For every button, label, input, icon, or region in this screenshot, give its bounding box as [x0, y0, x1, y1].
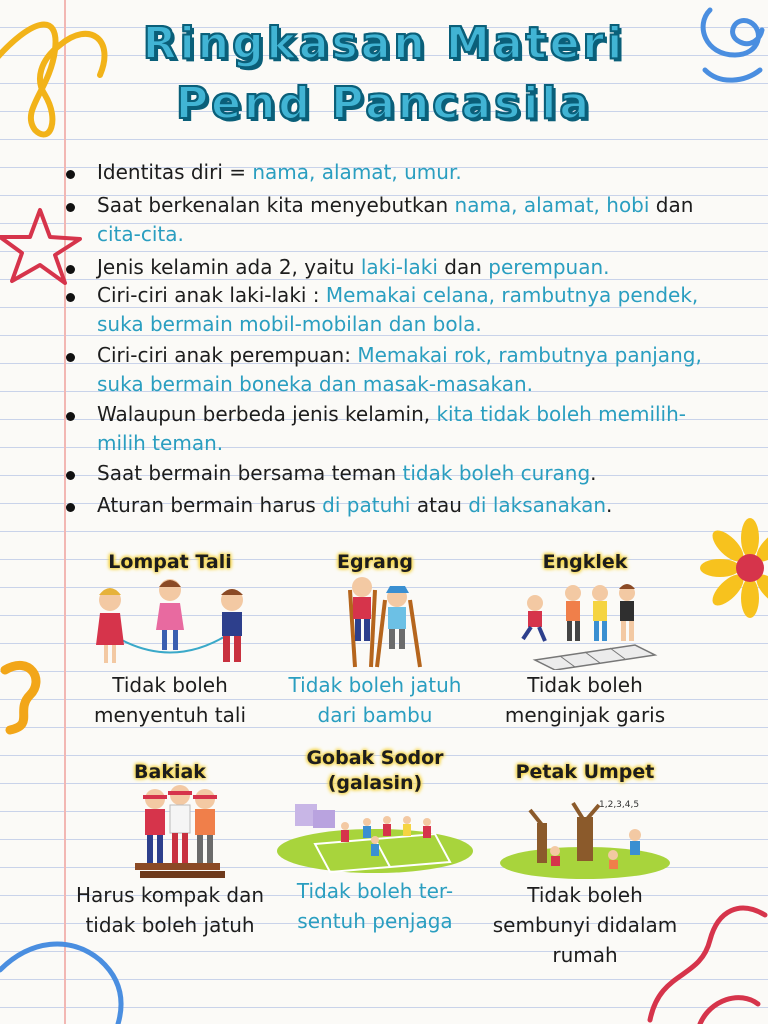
- hide-and-seek-illustration: [495, 785, 675, 880]
- bullet-item: Saat bermain bersama teman tidak boleh curang.: [66, 459, 706, 488]
- game-rule: Harus kompak dan tidak boleh jatuh: [75, 883, 265, 937]
- bullet-dot: [66, 471, 75, 480]
- bullet-item: Ciri-ciri anak laki-laki : Memakai celana, rambutnya pendek, suka bermain mobil-mobilan dan bola.: [66, 281, 706, 339]
- bakiak-kids-illustration: [80, 785, 260, 880]
- jump-rope-kids-illustration: [80, 575, 260, 670]
- page-title-line-1: Ringkasan Materi: [142, 18, 626, 69]
- game-title: Egrang: [337, 551, 413, 573]
- game-title: Gobak Sodor (galasin): [306, 747, 444, 794]
- game-title: Engklek: [542, 551, 628, 573]
- bullet-item: Jenis kelamin ada 2, yaitu laki-laki dan perempuan.: [66, 253, 706, 282]
- game-card-gobak-sodor: [273, 746, 477, 936]
- game-card-bakiak: [70, 760, 270, 940]
- bullet-item: Saat berkenalan kita menyebutkan nama, alamat, hobi dan cita-cita.: [66, 191, 706, 249]
- bullet-dot: [66, 203, 75, 212]
- bullet-dot: [66, 170, 75, 179]
- game-card-egrang: [275, 550, 475, 730]
- orange-swirl-decoration: [0, 650, 50, 735]
- game-title: Lompat Tali: [108, 551, 232, 573]
- bullet-dot: [66, 412, 75, 421]
- gobak-sodor-field-illustration: [275, 796, 475, 876]
- bullet-dot: [66, 503, 75, 512]
- game-rule: Tidak boleh sembunyi didalam rumah: [492, 883, 678, 967]
- blue-wave-decoration: [0, 930, 130, 1024]
- counting-label: 1,2,3,4,5: [599, 800, 640, 810]
- game-rule: Tidak boleh jatuh dari bambu: [288, 673, 462, 727]
- bullet-dot: [66, 265, 75, 274]
- game-card-lompat-tali: [70, 550, 270, 730]
- page-title-line-2: Pend Pancasila: [175, 78, 593, 129]
- bullet-item: Ciri-ciri anak perempuan: Memakai rok, rambutnya panjang, suka bermain boneka dan masak-masakan.: [66, 341, 706, 399]
- bullet-item: Identitas diri = nama, alamat, umur.: [66, 158, 706, 187]
- bullet-dot: [66, 353, 75, 362]
- hopscotch-kids-illustration: [495, 575, 675, 670]
- bullet-dot: [66, 293, 75, 302]
- bullet-item: Walaupun berbeda jenis kelamin, kita tidak boleh memilih-milih teman.: [66, 400, 706, 458]
- flower-decoration: [698, 518, 768, 618]
- game-rule: Tidak boleh ter-sentuh penjaga: [296, 879, 454, 933]
- game-rule: Tidak boleh menginjak garis: [504, 673, 666, 727]
- game-card-petak-umpet: [485, 760, 685, 970]
- game-rule: Tidak boleh menyentuh tali: [93, 673, 247, 727]
- bullet-item: Aturan bermain harus di patuhi atau di laksanakan.: [66, 491, 706, 520]
- game-card-engklek: [485, 550, 685, 730]
- stilts-kids-illustration: [285, 575, 465, 670]
- game-title: Bakiak: [134, 761, 206, 783]
- game-title: Petak Umpet: [515, 761, 655, 783]
